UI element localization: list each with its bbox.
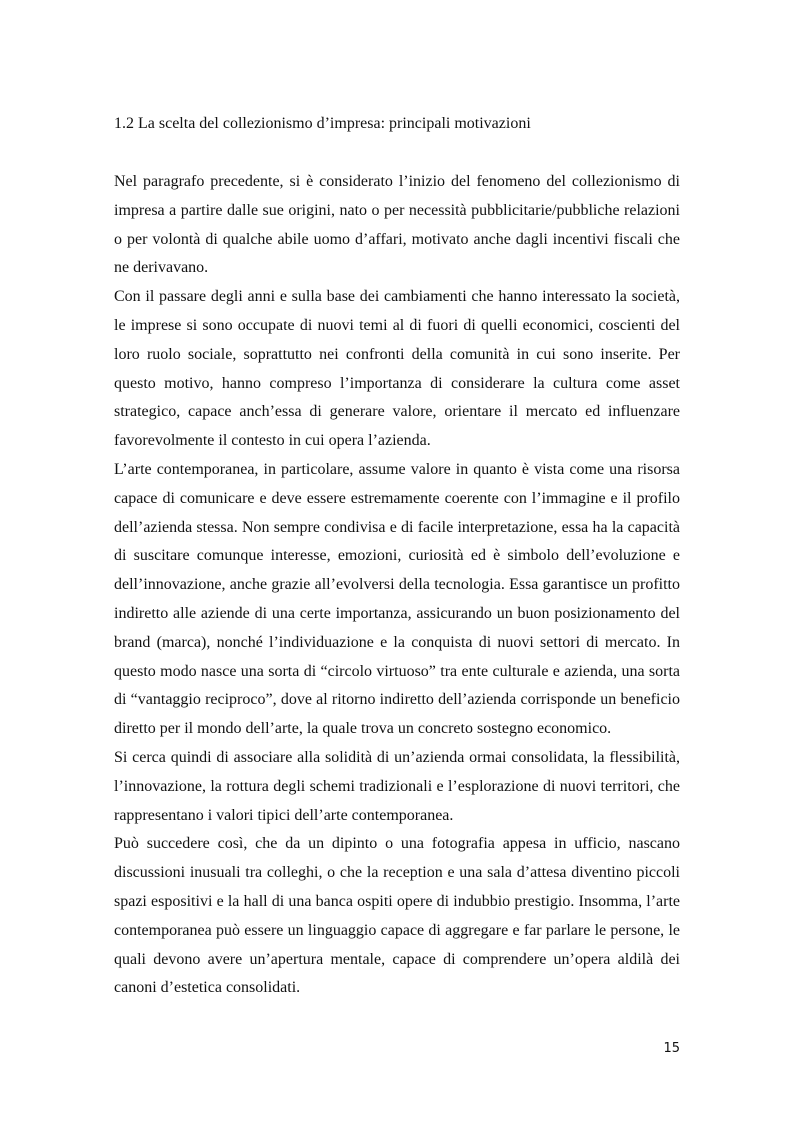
paragraph-4: Si cerca quindi di associare alla solidità di un’azienda ormai consolidata, la flessibilità, l’innovazione, la rottura degli schemi tradizionali e l’esplorazione di nuovi territori, che rappresentano i valori tipici dell’arte contemporanea.	[114, 748, 680, 824]
section-heading: 1.2 La scelta del collezionismo d’impresa: principali motivazioni	[114, 115, 531, 132]
paragraph-5: Può succedere così, che da un dipinto o una fotografia appesa in ufficio, nascano discussioni inusuali tra colleghi, o che la reception e una sala d’attesa diventino piccoli spazi espositivi e la hall di una banca ospiti opere di indubbio prestigio. Insomma, l’arte contemporanea può essere un linguaggio capace di aggregare e far parlare le persone, le quali devono avere un’apertura mentale, capace di comprendere un’opera aldilà dei canoni d’estetica consolidati.	[114, 835, 680, 997]
paragraph-2: Con il passare degli anni e sulla base dei cambiamenti che hanno interessato la società, le imprese si sono occupate di nuovi temi al di fuori di quelli economici, coscienti del loro ruolo sociale, soprattutto nei confronti della comunità in cui sono inserite. Per questo motivo, hanno compreso l’importanza di considerare la cultura come asset strategico, capace anch’essa di generare valore, orientare il mercato ed influenzare favorevolmente il contesto in cui opera l’azienda.	[114, 288, 680, 450]
paragraph-1: Nel paragrafo precedente, si è considerato l’inizio del fenomeno del collezionismo di impresa a partire dalle sue origini, nato o per necessità pubblicitarie/pubbliche relazioni o per volontà di qualche abile uomo d’affari, motivato anche dagli incentivi fiscali che ne derivavano.	[114, 173, 680, 277]
body-text	[114, 168, 680, 1003]
page-number: 15	[663, 1041, 680, 1056]
paragraph-3: L’arte contemporanea, in particolare, assume valore in quanto è vista come una risorsa capace di comunicare e deve essere estremamente coerente con l’immagine e il profilo dell’azienda stessa. Non sempre condivisa e di facile interpretazione, essa ha la capacità di suscitare comunque interesse, emozioni, curiosità ed è simbolo dell’evoluzione e dell’innovazione, anche grazie all’evolversi della tecnologia. Essa garantisce un profitto indiretto alle aziende di una certe importanza, assicurando un buon posizionamento del brand (marca), nonché l’individuazione e la conquista di nuovi settori di mercato. In questo modo nasce una sorta di “circolo virtuoso” tra ente culturale e azienda, una sorta di “vantaggio reciproco”, dove al ritorno indiretto dell’azienda corrisponde un beneficio diretto per il mondo dell’arte, la quale trova un concreto sostegno economico.	[114, 460, 680, 738]
